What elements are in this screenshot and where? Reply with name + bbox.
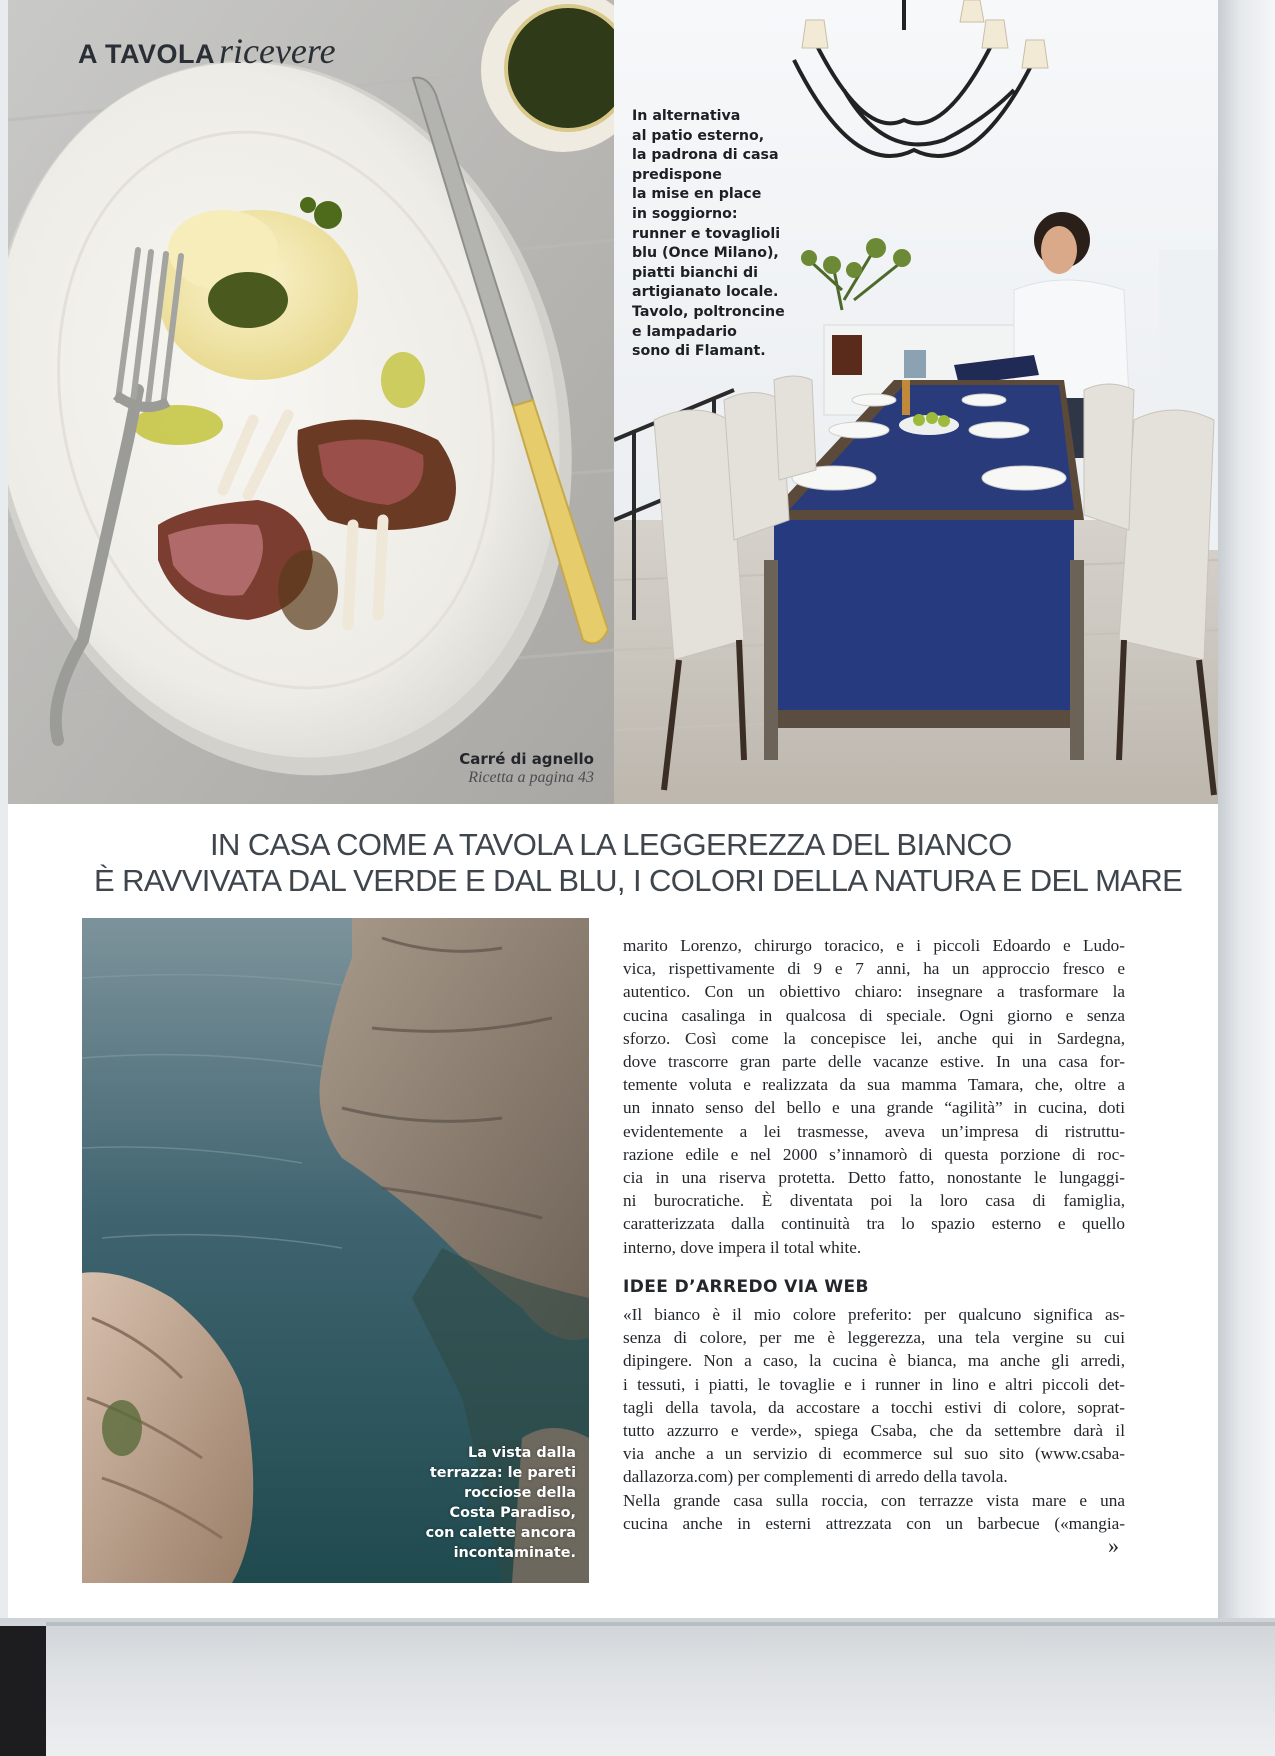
body-paragraph-2 bbox=[623, 1303, 1125, 1535]
caption-line: la mise en place bbox=[632, 186, 762, 203]
subheading: IDEE D’ARREDO VIA WEB bbox=[623, 1277, 869, 1297]
body-line: un innato senso del bello e una grande “agilità” in cucina, doti bbox=[623, 1098, 1125, 1118]
body-line: caratterizzata dalla continuità tra lo spazio esterno e quello bbox=[623, 1214, 1125, 1234]
caption-line: artigianato locale. bbox=[632, 284, 779, 301]
caption-line: sono di Flamant. bbox=[632, 343, 766, 360]
caption-line: runner e tovaglioli bbox=[632, 225, 781, 242]
headline-line: È RAVVIVATA DAL VERDE E DAL BLU, I COLORI DELLA NATURA E DEL MARE bbox=[94, 863, 1183, 898]
caption-line: piatti bianchi di bbox=[632, 264, 758, 281]
body-line: i tessuti, i piatti, le tovaglie e i runner in lino e altri piccoli det- bbox=[623, 1374, 1125, 1394]
body-line: senza di colore, per me è leggerezza, una tela vergine su cui bbox=[623, 1328, 1125, 1348]
body-line: cia in una riserva protetta. Detto fatto, nonostante le lungaggi- bbox=[623, 1168, 1125, 1188]
body-line: ni burocratiche. È diventata poi la loro casa di famiglia, bbox=[623, 1191, 1125, 1211]
caption-line: Costa Paradiso, bbox=[449, 1505, 576, 1521]
body-line: dove trascorre gran parte delle vacanze estive. In una casa for- bbox=[623, 1052, 1125, 1072]
body-line: tutto azzurro e verde», spiega Csaba, che da settembre darà il bbox=[623, 1421, 1125, 1441]
caption-line: al patio esterno, bbox=[632, 127, 765, 144]
recipe-title: Carré di agnello bbox=[459, 750, 594, 768]
body-line: cucina casalinga in qualcosa di speciale. Ogni giorno e senza bbox=[623, 1005, 1125, 1025]
body-paragraph-1 bbox=[623, 934, 1125, 1259]
body-line: vica, rispettivamente di 9 e 7 anni, ha un approccio fresco e bbox=[623, 959, 1125, 979]
scan-page-edge bbox=[46, 1622, 1275, 1626]
caption-line: Tavolo, poltroncine bbox=[632, 303, 785, 320]
photo-lamb-plate bbox=[8, 0, 614, 804]
section-subname: ricevere bbox=[218, 31, 336, 71]
body-line: marito Lorenzo, chirurgo toracico, e i piccoli Edoardo e Ludo- bbox=[623, 936, 1125, 955]
body-line: temente voluta e realizzata da sua mamma Tamara, che, oltre a bbox=[623, 1075, 1125, 1095]
body-line: evidentemente a lei trasmesse, aveva un’impresa di ristruttu- bbox=[623, 1121, 1125, 1141]
body-line: via anche a un servizio di ecommerce sul suo sito (www.csaba- bbox=[623, 1444, 1125, 1464]
body-line: dallazorza.com) per complementi di arredo della tavola. bbox=[623, 1467, 1008, 1487]
headline bbox=[94, 827, 1183, 899]
body-line: razione edile e nel 2000 s’innamorò di questa porzione di roc- bbox=[623, 1144, 1125, 1164]
body-line: interno, dove impera il total white. bbox=[623, 1237, 862, 1257]
caption-dining bbox=[632, 107, 802, 362]
headline-line: IN CASA COME A TAVOLA LA LEGGEREZZA DEL BIANCO bbox=[210, 827, 1012, 862]
caption-line: In alternativa bbox=[632, 108, 741, 124]
page-gutter-shadow bbox=[1218, 0, 1275, 1618]
body-line: dipingere. Non a caso, la cucina è bianca, ma anche gli arredi, bbox=[623, 1351, 1125, 1371]
caption-line: con calette ancora bbox=[425, 1525, 576, 1541]
caption-line: e lampadario bbox=[632, 323, 737, 340]
body-line: Nella grande casa sulla roccia, con terrazze vista mare e una bbox=[623, 1490, 1125, 1510]
section-name: A TAVOLA bbox=[78, 39, 215, 69]
caption-line: blu (Once Milano), bbox=[632, 245, 779, 262]
body-line: tagli della tavola, da accostare a tocchi estivi di colore, soprat- bbox=[623, 1397, 1125, 1417]
continue-mark: » bbox=[1108, 1533, 1119, 1558]
body-line: «Il bianco è il mio colore preferito: per qualcuno significa as- bbox=[623, 1305, 1125, 1324]
section-label bbox=[78, 30, 336, 72]
caption-line: predispone bbox=[632, 166, 722, 183]
caption-line: rocciose della bbox=[464, 1485, 576, 1501]
caption-coast bbox=[388, 1443, 576, 1563]
caption-line: terrazza: le pareti bbox=[429, 1465, 576, 1481]
caption-line: la padrona di casa bbox=[632, 147, 779, 164]
caption-line: in soggiorno: bbox=[632, 205, 738, 222]
magazine-page bbox=[8, 0, 1218, 1618]
body-line: autentico. Con un obiettivo chiaro: insegnare a trasformare la bbox=[623, 982, 1125, 1002]
scan-dark-edge bbox=[0, 1626, 46, 1756]
caption-line: La vista dalla bbox=[468, 1445, 576, 1461]
body-line: cucina anche in esterni attrezzata con un barbecue («mangia- bbox=[623, 1513, 1125, 1533]
caption-food bbox=[394, 750, 594, 787]
body-line: sforzo. Così come la concepisce lei, anche qui in Sardegna, bbox=[623, 1028, 1125, 1048]
scan-bottom-strip bbox=[0, 1618, 1275, 1756]
recipe-page-ref: Ricetta a pagina 43 bbox=[468, 769, 594, 786]
caption-line: incontaminate. bbox=[453, 1545, 576, 1561]
